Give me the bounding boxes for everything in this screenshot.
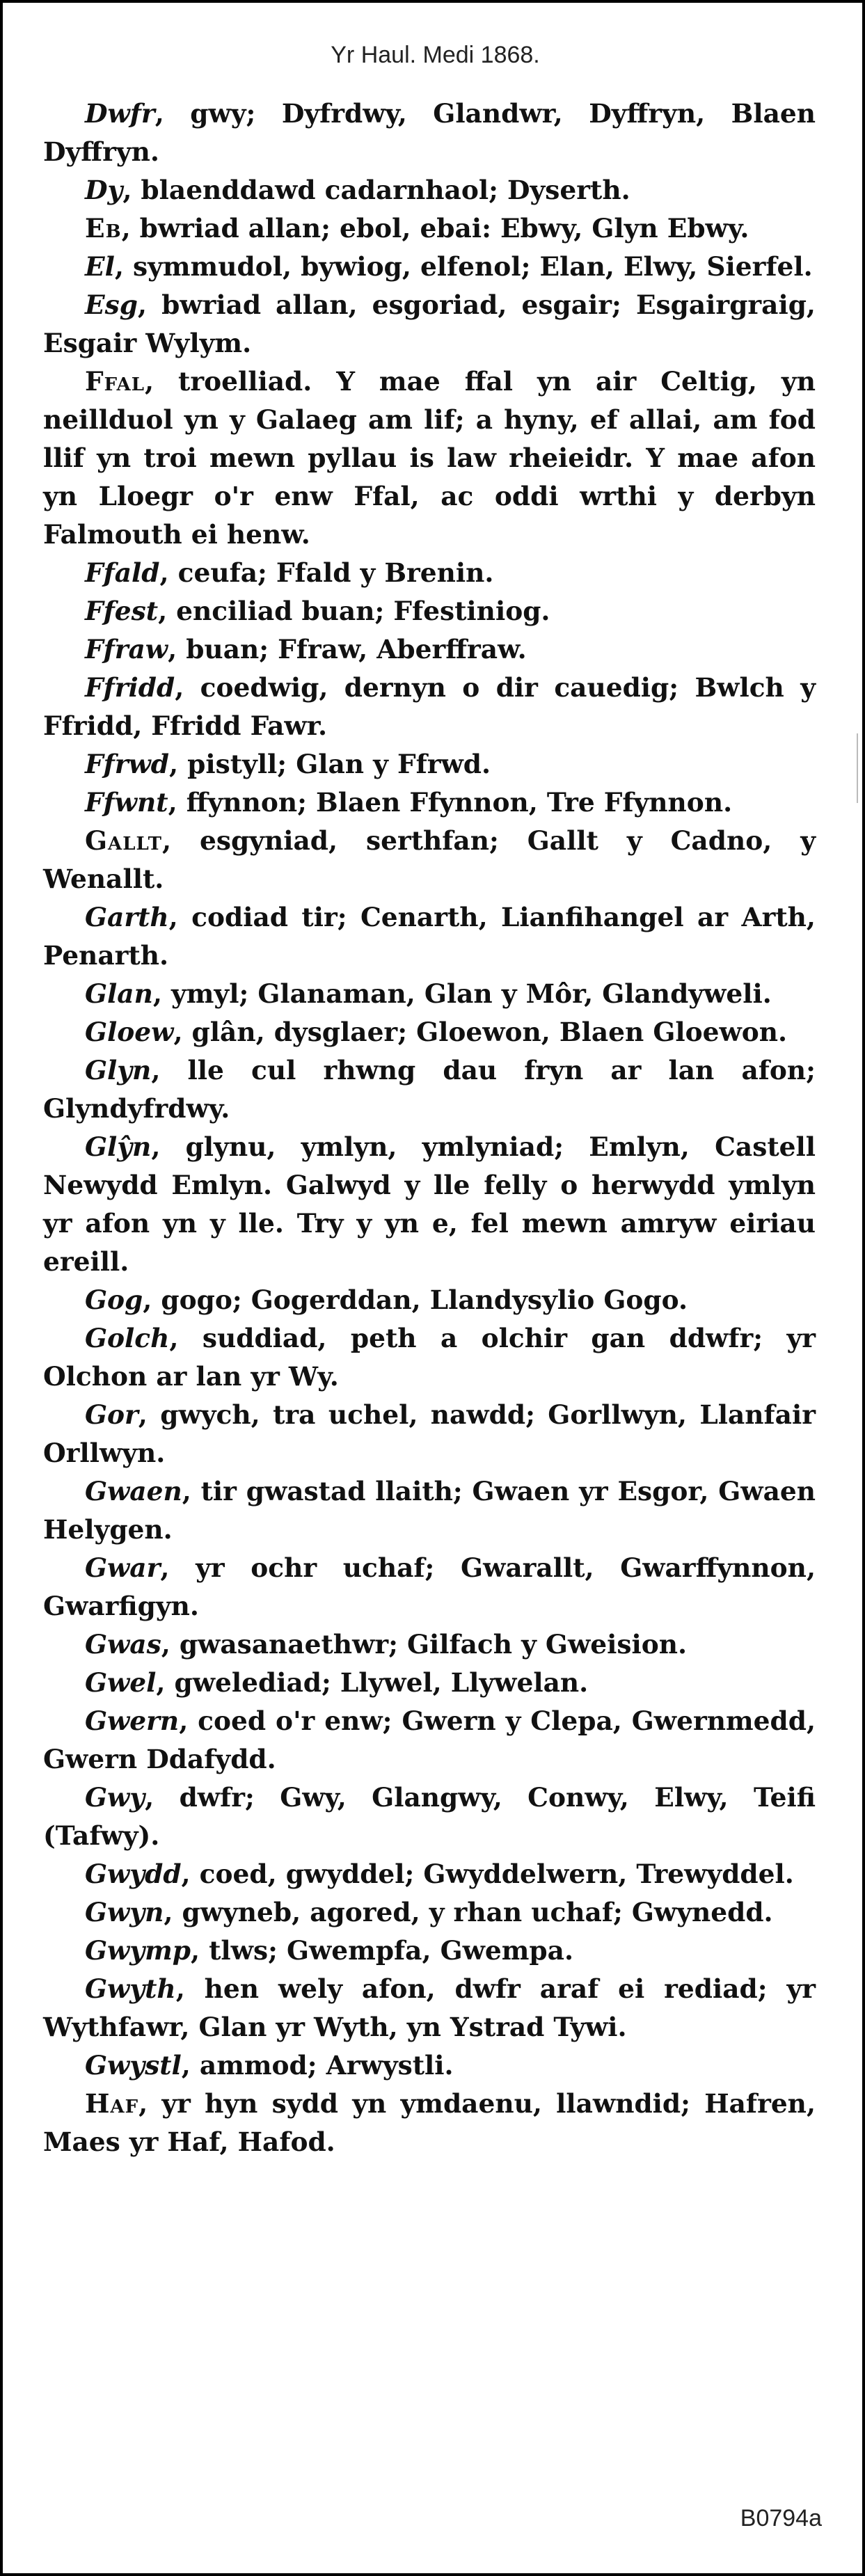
entry-definition: , dwfr; Gwy, Glangwy, Conwy, Elwy, Teifi (Tafwy). — [43, 1782, 816, 1851]
glossary-entry — [43, 1281, 816, 1319]
entry-definition: , symmudol, bywiog, elfenol; Elan, Elwy, Sierfel. — [114, 251, 813, 282]
glossary-entry — [43, 95, 816, 171]
entry-definition: , ffynnon; Blaen Ffynnon, Tre Ffynnon. — [168, 787, 733, 818]
glossary-entry — [43, 822, 816, 898]
entry-headword: Gloew — [85, 1017, 174, 1047]
glossary-body — [43, 95, 816, 2161]
entry-headword: Ffest — [85, 596, 159, 626]
glossary-entry — [43, 630, 816, 669]
entry-definition: , gwych, tra uchel, nawdd; Gorllwyn, Llanfair Orllwyn. — [43, 1399, 816, 1468]
entry-definition: , ceufa; Ffald y Brenin. — [159, 557, 494, 588]
entry-definition: , bwriad allan; ebol, ebai: Ebwy, Glyn Ebwy. — [121, 213, 749, 244]
entry-definition: , codiad tir; Cenarth, Lianfihangel ar Arth, Penarth. — [43, 902, 816, 971]
entry-headword: Gog — [85, 1285, 143, 1315]
entry-headword: Ffrwd — [85, 749, 170, 779]
entry-definition: , suddiad, peth a olchir gan ddwfr; yr Olchon ar lan yr Wy. — [43, 1323, 816, 1392]
entry-headword: Glan — [85, 978, 153, 1009]
glossary-entry — [43, 1855, 816, 1893]
entry-headword: Gwyn — [85, 1897, 164, 1927]
entry-headword: Gwydd — [85, 1859, 182, 1889]
entry-headword: Gwar — [85, 1552, 161, 1583]
entry-definition: , enciliad buan; Ffestiniog. — [158, 596, 550, 626]
entry-definition: , gwy; Dyfrdwy, Glandwr, Dyffryn, Blaen Dyffryn. — [43, 98, 816, 167]
entry-headword: Dwfr — [85, 98, 155, 129]
glossary-entry — [43, 554, 816, 592]
entry-headword: Gwy — [85, 1782, 145, 1813]
glossary-entry — [43, 1549, 816, 1625]
entry-headword: Gor — [85, 1399, 138, 1430]
entry-headword: Ffwnt — [85, 787, 168, 818]
entry-headword: Haf — [85, 2088, 139, 2119]
entry-definition: , tir gwastad llaith; Gwaen yr Esgor, Gwaen Helygen. — [43, 1476, 816, 1545]
entry-definition: , lle cul rhwng dau fryn ar lan afon; Glyndyfrdwy. — [43, 1055, 816, 1124]
glossary-entry — [43, 1128, 816, 1281]
entry-headword: Ffald — [85, 557, 160, 588]
entry-headword: Gwymp — [85, 1935, 191, 1966]
glossary-entry — [43, 975, 816, 1013]
entry-definition: , ammod; Arwystli. — [181, 2050, 454, 2081]
glossary-entry — [43, 1664, 816, 1702]
glossary-entry — [43, 1051, 816, 1128]
entry-headword: Dy — [85, 175, 123, 205]
glossary-entry — [43, 1013, 816, 1051]
reference-code: B0794a — [740, 2505, 822, 2531]
entry-definition: , bwriad allan, esgoriad, esgair; Esgairgraig, Esgair Wylym. — [43, 289, 816, 358]
entry-headword: Ffal — [85, 366, 145, 397]
glossary-entry — [43, 209, 816, 248]
glossary-entry — [43, 1893, 816, 1932]
entry-headword: Gwas — [85, 1629, 161, 1660]
entry-definition: , pistyll; Glan y Ffrwd. — [169, 749, 491, 779]
glossary-entry — [43, 1779, 816, 1855]
glossary-entry — [43, 1396, 816, 1472]
glossary-entry — [43, 363, 816, 554]
glossary-entry — [43, 1932, 816, 1970]
entry-headword: Gwystl — [85, 2050, 182, 2081]
entry-definition: , buan; Ffraw, Aberffraw. — [168, 634, 527, 665]
entry-definition: , ymyl; Glanaman, Glan y Môr, Glandyweli. — [152, 978, 772, 1009]
entry-headword: Esg — [85, 289, 138, 320]
entry-definition: , hen wely afon, dwfr araf ei rediad; yr Wythfawr, Glan yr Wyth, yn Ystrad Tywi. — [43, 1973, 816, 2042]
glossary-entry — [43, 2046, 816, 2085]
entry-headword: Glyn — [85, 1055, 152, 1086]
entry-headword: Golch — [85, 1323, 170, 1353]
entry-definition: , gwyneb, agored, y rhan uchaf; Gwynedd. — [164, 1897, 773, 1927]
scan-margin-mark — [857, 733, 858, 803]
entry-definition: , coed o'r enw; Gwern y Clepa, Gwernmedd, Gwern Ddafydd. — [43, 1706, 816, 1774]
entry-headword: Gwern — [85, 1706, 180, 1736]
entry-headword: Gwyth — [85, 1973, 176, 2004]
glossary-entry — [43, 248, 816, 286]
glossary-entry — [43, 1625, 816, 1664]
entry-definition: , coedwig, dernyn o dir cauedig; Bwlch y Ffridd, Ffridd Fawr. — [43, 672, 816, 741]
glossary-entry — [43, 784, 816, 822]
entry-definition: , troelliad. Y mae ffal yn air Celtig, yn neillduol yn y Galaeg am lif; a hyny, ef allai, am fod llif yn troi mewn pyllau is law rheieidr. Y mae afon yn Lloegr o'r enw Ffal, ac oddi wrthi y derbyn Falmouth ei henw. — [43, 366, 816, 550]
entry-definition: , coed, gwyddel; Gwyddelwern, Trewyddel. — [181, 1859, 794, 1889]
entry-definition: , gwelediad; Llywel, Llywelan. — [156, 1667, 589, 1698]
entry-definition: , blaenddawd cadarnhaol; Dyserth. — [122, 175, 630, 205]
glossary-entry — [43, 898, 816, 975]
entry-headword: Gwel — [85, 1667, 157, 1698]
entry-definition: , gwasanaethwr; Gilfach y Gweision. — [161, 1629, 688, 1660]
glossary-entry — [43, 2085, 816, 2161]
entry-headword: Eb — [85, 213, 122, 244]
entry-headword: Gallt — [85, 825, 162, 856]
entry-headword: Glŷn — [85, 1131, 152, 1162]
entry-headword: Ffridd — [85, 672, 175, 703]
glossary-entry — [43, 286, 816, 363]
entry-definition: , gogo; Gogerddan, Llandysylio Gogo. — [143, 1285, 688, 1315]
glossary-entry — [43, 1970, 816, 2046]
entry-definition: , glynu, ymlyn, ymlyniad; Emlyn, Castell Newydd Emlyn. Galwyd y lle felly o herwydd ymlyn yr afon yn y lle. Try y yn e, fel mewn amryw eiriau ereill. — [43, 1131, 816, 1277]
glossary-entry — [43, 745, 816, 784]
entry-headword: El — [85, 251, 115, 282]
glossary-entry — [43, 669, 816, 745]
entry-headword: Ffraw — [85, 634, 168, 665]
entry-definition: , yr hyn sydd yn ymdaenu, llawndid; Hafren, Maes yr Haf, Hafod. — [43, 2088, 816, 2157]
glossary-entry — [43, 592, 816, 630]
glossary-entry — [43, 1702, 816, 1779]
entry-definition: , yr ochr uchaf; Gwarallt, Gwarffynnon, Gwarfigyn. — [43, 1552, 816, 1621]
entry-definition: , glân, dysglaer; Gloewon, Blaen Gloewon. — [173, 1017, 788, 1047]
page-header: Yr Haul. Medi 1868. — [331, 42, 540, 68]
entry-definition: , esgyniad, serthfan; Gallt y Cadno, y Wenallt. — [43, 825, 816, 894]
entry-headword: Garth — [85, 902, 169, 932]
entry-definition: , tlws; Gwempfa, Gwempa. — [191, 1935, 573, 1966]
entry-headword: Gwaen — [85, 1476, 182, 1506]
glossary-entry — [43, 1319, 816, 1396]
glossary-entry — [43, 1472, 816, 1549]
glossary-entry — [43, 171, 816, 209]
